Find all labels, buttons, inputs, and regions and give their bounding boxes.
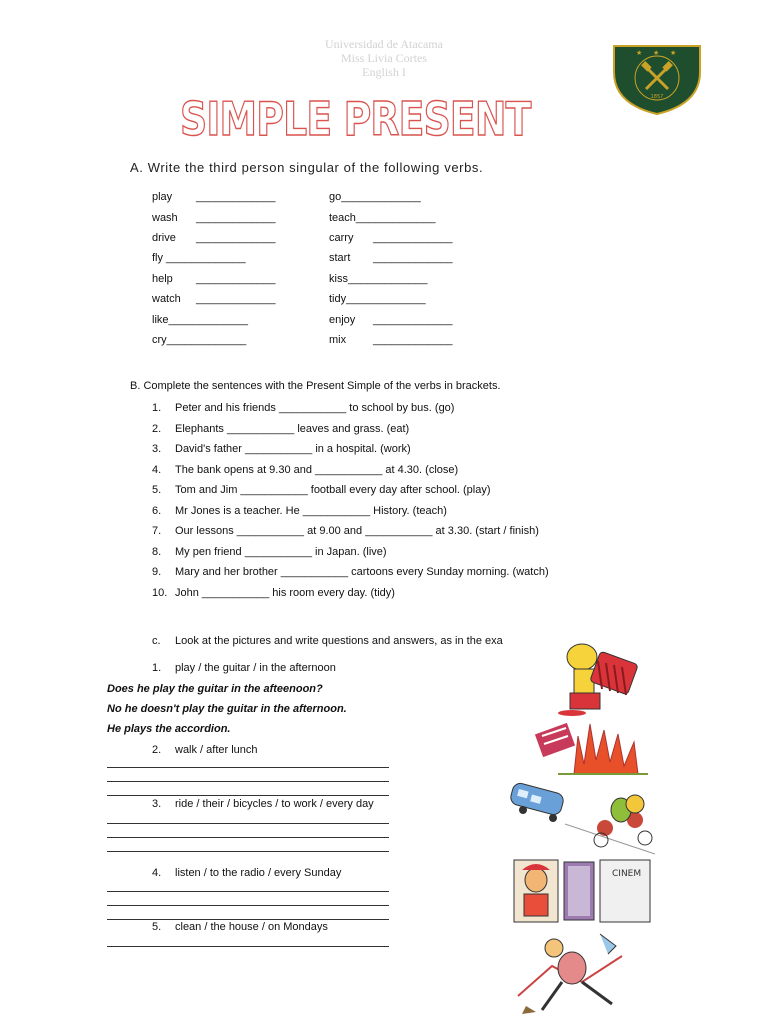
b-item-number: 1. bbox=[152, 402, 162, 414]
answer-line[interactable] bbox=[107, 891, 389, 892]
answer-line[interactable] bbox=[107, 919, 389, 920]
b-item-number: 10. bbox=[152, 586, 168, 599]
b-item-sentence[interactable]: David's father ___________ in a hospital. (work) bbox=[175, 443, 411, 455]
left-verb: wash bbox=[152, 212, 178, 224]
example-question: Does he play the guitar in the afteenoon? bbox=[107, 683, 323, 695]
b-item-number: 5. bbox=[152, 484, 162, 496]
walking-picture bbox=[518, 716, 666, 780]
header-university: Universidad de Atacama bbox=[325, 37, 443, 51]
right-answer-blank[interactable]: _____________ bbox=[373, 252, 453, 264]
answer-line[interactable] bbox=[107, 837, 389, 838]
b-item-sentence[interactable]: Our lessons ___________ at 9.00 and ___________ at 3.30. (start / finish) bbox=[175, 525, 539, 537]
header-teacher: Miss Livia Cortes bbox=[341, 51, 427, 65]
c-item-3-text: ride / their / bicycles / to work / every day bbox=[175, 798, 374, 810]
b-item-number: 2. bbox=[152, 422, 162, 435]
b-item-number: 8. bbox=[152, 545, 162, 558]
c-item-4-number: 4. bbox=[152, 867, 162, 879]
b-item-number: 4. bbox=[152, 463, 162, 476]
answer-line[interactable] bbox=[107, 781, 389, 782]
right-answer-blank[interactable]: _____________ bbox=[373, 314, 453, 326]
svg-text:★: ★ bbox=[670, 49, 677, 57]
c-item-5-text: clean / the house / on Mondays bbox=[175, 921, 328, 933]
cinema-sign: CINEM bbox=[612, 869, 642, 879]
right-verb: teach_____________ bbox=[329, 212, 436, 224]
c-item-2-text: walk / after lunch bbox=[175, 744, 258, 756]
left-verb: play bbox=[152, 191, 173, 203]
answer-line[interactable] bbox=[107, 851, 389, 852]
logo-year: 1857 bbox=[650, 94, 664, 100]
example-answer-2: He plays the accordion. bbox=[107, 723, 231, 735]
b-item-sentence[interactable]: Peter and his friends ___________ to school by bus. (go) bbox=[175, 402, 455, 414]
answer-line[interactable] bbox=[107, 795, 389, 796]
right-verb: go_____________ bbox=[329, 191, 421, 203]
header-course: English I bbox=[362, 65, 406, 79]
right-verb: mix bbox=[329, 334, 347, 346]
b-item-number: 3. bbox=[152, 443, 162, 455]
c-item-1-number: 1. bbox=[152, 662, 162, 674]
b-item-sentence[interactable]: Mr Jones is a teacher. He ___________ History. (teach) bbox=[175, 504, 447, 517]
radio-picture bbox=[512, 858, 652, 924]
answer-line[interactable] bbox=[107, 823, 389, 824]
right-answer-blank[interactable]: _____________ bbox=[373, 334, 453, 346]
left-verb: drive bbox=[152, 232, 176, 244]
svg-text:★: ★ bbox=[636, 49, 643, 57]
b-item-sentence[interactable]: My pen friend ___________ in Japan. (live) bbox=[175, 545, 387, 558]
c-item-1-text: play / the guitar / in the afternoon bbox=[175, 662, 336, 674]
b-item-sentence[interactable]: The bank opens at 9.30 and ___________ at 4.30. (close) bbox=[175, 463, 459, 476]
cleaning-picture bbox=[512, 926, 632, 1016]
right-verb: start bbox=[329, 252, 351, 264]
section-a-instruction: A. Write the third person singular of the following verbs. bbox=[130, 160, 484, 175]
answer-line[interactable] bbox=[107, 905, 389, 906]
accordion-picture bbox=[550, 635, 662, 717]
c-item-4-text: listen / to the radio / every Sunday bbox=[175, 867, 342, 879]
left-verb: cry_____________ bbox=[152, 334, 247, 346]
right-verb: kiss_____________ bbox=[329, 273, 428, 285]
section-b-instruction: B. Complete the sentences with the Present Simple of the verbs in brackets. bbox=[130, 380, 501, 392]
b-item-number: 7. bbox=[152, 525, 162, 537]
answer-line[interactable] bbox=[107, 946, 389, 947]
left-answer-blank[interactable]: _____________ bbox=[196, 191, 276, 203]
left-answer-blank[interactable]: _____________ bbox=[196, 273, 276, 285]
left-verb: fly _____________ bbox=[152, 252, 246, 264]
c-item-5-number: 5. bbox=[152, 921, 162, 933]
answer-line[interactable] bbox=[107, 767, 389, 768]
right-answer-blank[interactable]: _____________ bbox=[373, 232, 453, 244]
b-item-sentence[interactable]: Mary and her brother ___________ cartoons every Sunday morning. (watch) bbox=[175, 566, 549, 578]
bicycle-picture bbox=[505, 780, 675, 858]
left-verb: like_____________ bbox=[152, 314, 249, 326]
page-title: SIMPLE PRESENT bbox=[180, 92, 531, 146]
b-item-number: 9. bbox=[152, 566, 162, 578]
left-verb: watch bbox=[152, 293, 181, 305]
right-verb: tidy_____________ bbox=[329, 293, 426, 305]
left-verb: help bbox=[152, 273, 173, 285]
left-answer-blank[interactable]: _____________ bbox=[196, 212, 276, 224]
right-verb: enjoy bbox=[329, 314, 356, 326]
svg-text:★: ★ bbox=[653, 49, 660, 57]
right-verb: carry bbox=[329, 232, 354, 244]
b-item-sentence[interactable]: John ___________ his room every day. (tidy) bbox=[175, 586, 395, 599]
c-item-2-number: 2. bbox=[152, 744, 162, 756]
b-item-sentence[interactable]: Tom and Jim ___________ football every day after school. (play) bbox=[175, 484, 491, 496]
section-c-instruction: Look at the pictures and write questions and answers, as in the exa bbox=[175, 635, 503, 647]
example-answer: No he doesn't play the guitar in the afternoon. bbox=[107, 703, 347, 715]
c-item-3-number: 3. bbox=[152, 798, 162, 810]
b-item-sentence[interactable]: Elephants ___________ leaves and grass. (eat) bbox=[175, 422, 410, 435]
section-c-label: c. bbox=[152, 635, 161, 647]
left-answer-blank[interactable]: _____________ bbox=[196, 293, 276, 305]
b-item-number: 6. bbox=[152, 504, 162, 517]
university-logo bbox=[610, 42, 704, 116]
left-answer-blank[interactable]: _____________ bbox=[196, 232, 276, 244]
